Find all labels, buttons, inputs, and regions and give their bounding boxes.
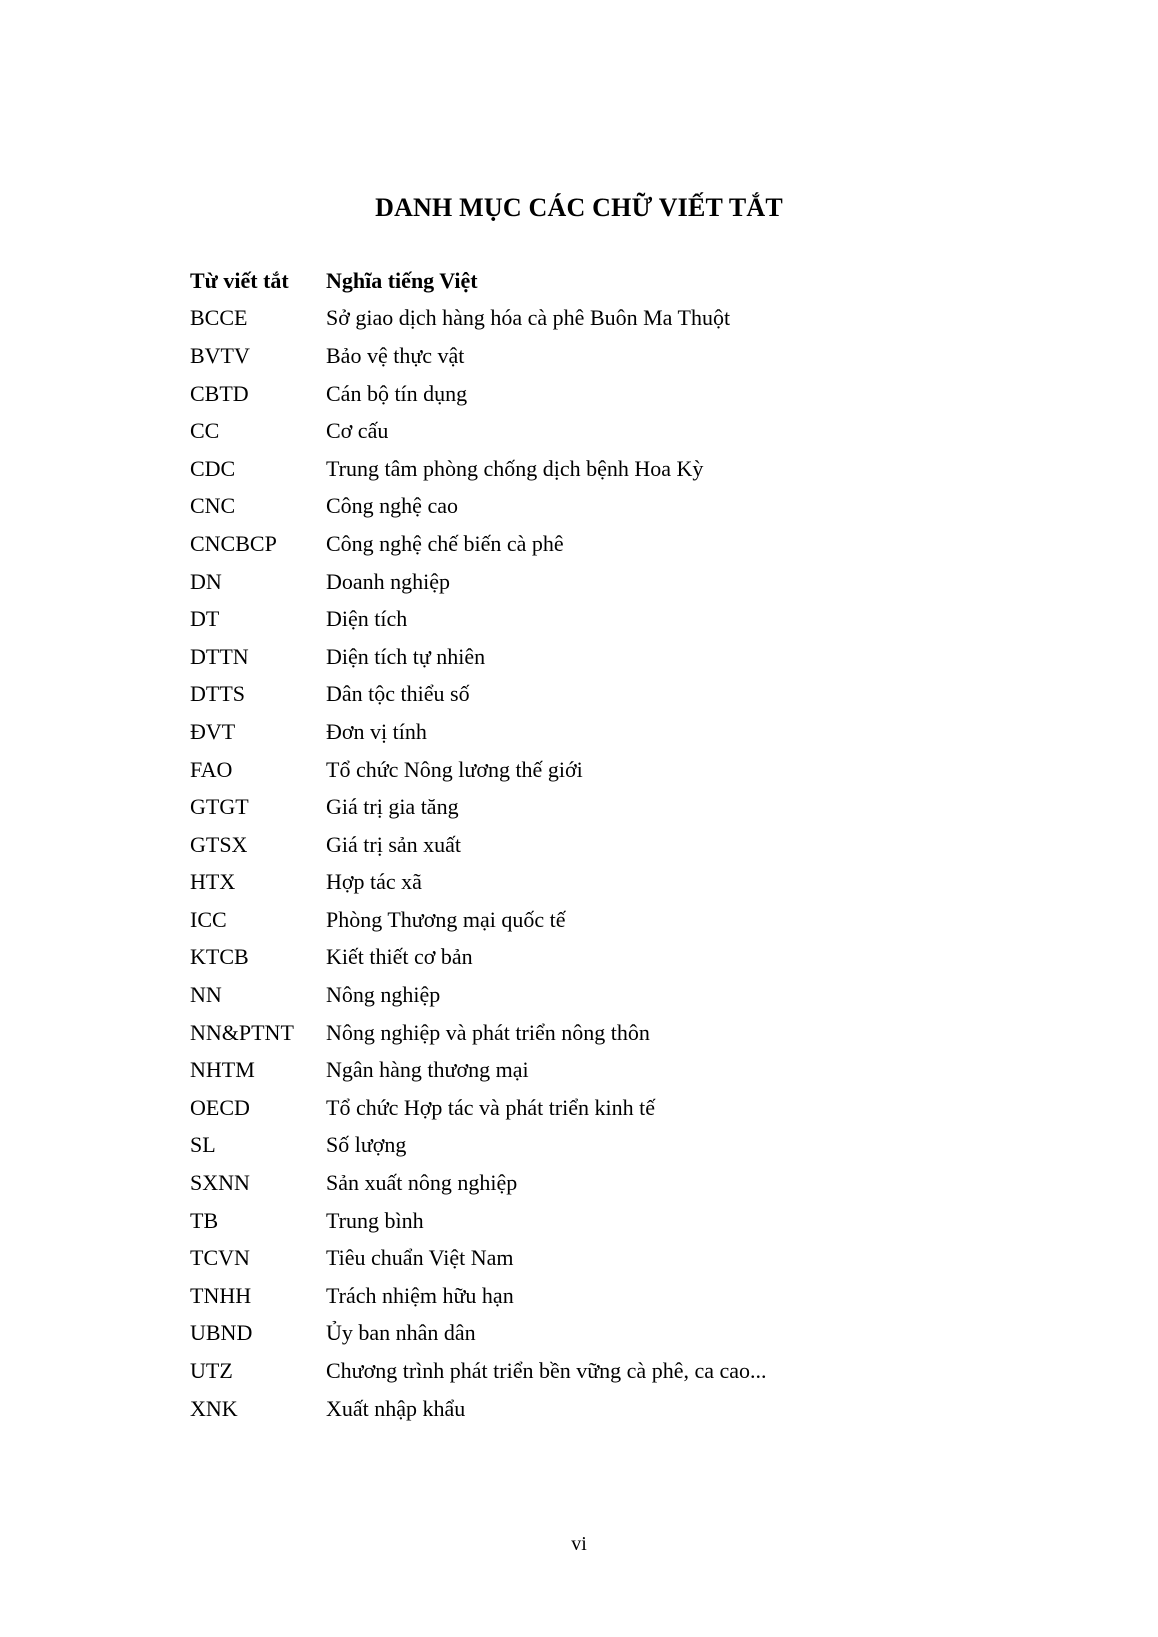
meaning-cell: Tiêu chuẩn Việt Nam bbox=[326, 1245, 514, 1271]
table-row bbox=[190, 1051, 990, 1089]
meaning-cell: Giá trị sản xuất bbox=[326, 831, 462, 857]
table-row bbox=[190, 1089, 990, 1127]
meaning-cell: Tổ chức Nông lương thế giới bbox=[326, 756, 583, 782]
table-body bbox=[190, 300, 990, 1428]
meaning-cell: Kiết thiết cơ bản bbox=[326, 944, 473, 970]
abbreviation-cell: CBTD bbox=[190, 380, 249, 406]
meaning-cell: Ngân hàng thương mại bbox=[326, 1057, 529, 1083]
abbreviation-cell: BVTV bbox=[190, 342, 250, 368]
header-meaning: Nghĩa tiếng Việt bbox=[326, 267, 478, 293]
meaning-cell: Cơ cấu bbox=[326, 418, 389, 444]
meaning-cell: Công nghệ cao bbox=[326, 493, 458, 519]
table-row bbox=[190, 1315, 990, 1353]
abbreviation-cell: UTZ bbox=[190, 1358, 233, 1384]
meaning-cell: Đơn vị tính bbox=[326, 718, 427, 744]
table-row bbox=[190, 1202, 990, 1240]
table-row bbox=[190, 412, 990, 450]
table-row bbox=[190, 939, 990, 977]
table-row bbox=[190, 337, 990, 375]
table-row bbox=[190, 563, 990, 601]
abbreviation-cell: CDC bbox=[190, 455, 236, 481]
table-row bbox=[190, 1014, 990, 1052]
abbreviation-cell: NN&PTNT bbox=[190, 1019, 294, 1045]
table-row bbox=[190, 1239, 990, 1277]
table-row bbox=[190, 525, 990, 563]
table-row bbox=[190, 1127, 990, 1165]
table-row bbox=[190, 375, 990, 413]
abbreviation-cell: OECD bbox=[190, 1094, 250, 1120]
meaning-cell: Hợp tác xã bbox=[326, 869, 422, 895]
table-row bbox=[190, 751, 990, 789]
meaning-cell: Số lượng bbox=[326, 1132, 407, 1158]
table-row bbox=[190, 901, 990, 939]
abbreviation-cell: BCCE bbox=[190, 305, 248, 331]
meaning-cell: Sở giao dịch hàng hóa cà phê Buôn Ma Thuột bbox=[326, 305, 731, 331]
meaning-cell: Diện tích tự nhiên bbox=[326, 643, 486, 669]
abbreviation-cell: CNC bbox=[190, 493, 236, 519]
abbreviation-cell: UBND bbox=[190, 1320, 253, 1346]
table-row bbox=[190, 826, 990, 864]
abbreviation-table bbox=[190, 262, 990, 1427]
abbreviation-cell: SXNN bbox=[190, 1170, 250, 1196]
table-row bbox=[190, 600, 990, 638]
abbreviation-cell: SL bbox=[190, 1132, 216, 1158]
meaning-cell: Trung bình bbox=[326, 1207, 424, 1233]
table-row bbox=[190, 1277, 990, 1315]
abbreviation-cell: ĐVT bbox=[190, 718, 236, 744]
abbreviation-cell: DTTS bbox=[190, 681, 245, 707]
abbreviation-cell: DN bbox=[190, 568, 222, 594]
table-row bbox=[190, 713, 990, 751]
meaning-cell: Diện tích bbox=[326, 606, 408, 632]
meaning-cell: Công nghệ chế biến cà phê bbox=[326, 530, 564, 556]
abbreviation-cell: GTSX bbox=[190, 831, 248, 857]
page-number: vi bbox=[571, 1533, 587, 1555]
meaning-cell: Bảo vệ thực vật bbox=[326, 342, 465, 368]
table-row bbox=[190, 976, 990, 1014]
abbreviation-cell: TB bbox=[190, 1207, 219, 1233]
abbreviation-cell: DT bbox=[190, 606, 220, 632]
abbreviation-cell: ICC bbox=[190, 906, 227, 932]
meaning-cell: Tổ chức Hợp tác và phát triển kinh tế bbox=[326, 1094, 656, 1120]
abbreviation-cell: TNHH bbox=[190, 1282, 252, 1308]
abbreviation-cell: NN bbox=[190, 982, 222, 1008]
meaning-cell: Giá trị gia tăng bbox=[326, 794, 459, 820]
table-row bbox=[190, 450, 990, 488]
meaning-cell: Nông nghiệp và phát triển nông thôn bbox=[326, 1019, 650, 1045]
meaning-cell: Chương trình phát triển bền vững cà phê, ca cao... bbox=[326, 1358, 767, 1384]
table-row bbox=[190, 1390, 990, 1428]
page-title: DANH MỤC CÁC CHỮ VIẾT TẮT bbox=[375, 193, 783, 222]
meaning-cell: Nông nghiệp bbox=[326, 982, 441, 1008]
meaning-cell: Phòng Thương mại quốc tế bbox=[326, 906, 566, 932]
meaning-cell: Cán bộ tín dụng bbox=[326, 380, 468, 406]
abbreviation-cell: HTX bbox=[190, 869, 236, 895]
abbreviation-cell: XNK bbox=[190, 1395, 238, 1421]
header-abbreviation: Từ viết tắt bbox=[190, 267, 289, 293]
meaning-cell: Xuất nhập khẩu bbox=[326, 1395, 466, 1421]
table-row bbox=[190, 488, 990, 526]
meaning-cell: Trách nhiệm hữu hạn bbox=[326, 1282, 514, 1308]
table-row bbox=[190, 1164, 990, 1202]
meaning-cell: Sản xuất nông nghiệp bbox=[326, 1170, 518, 1196]
abbreviation-cell: CC bbox=[190, 418, 220, 444]
abbreviation-cell: NHTM bbox=[190, 1057, 255, 1083]
abbreviation-cell: TCVN bbox=[190, 1245, 250, 1271]
meaning-cell: Dân tộc thiểu số bbox=[326, 681, 470, 707]
abbreviation-cell: KTCB bbox=[190, 944, 249, 970]
abbreviation-cell: CNCBCP bbox=[190, 530, 277, 556]
table-row bbox=[190, 300, 990, 338]
meaning-cell: Doanh nghiệp bbox=[326, 568, 451, 594]
table-header-row bbox=[190, 262, 990, 300]
abbreviation-cell: FAO bbox=[190, 756, 233, 782]
abbreviation-cell: GTGT bbox=[190, 794, 249, 820]
meaning-cell: Ủy ban nhân dân bbox=[326, 1320, 476, 1346]
table-row bbox=[190, 638, 990, 676]
abbreviation-cell: DTTN bbox=[190, 643, 249, 669]
table-row bbox=[190, 864, 990, 902]
table-row bbox=[190, 1352, 990, 1390]
table-row bbox=[190, 676, 990, 714]
table-row bbox=[190, 788, 990, 826]
meaning-cell: Trung tâm phòng chống dịch bệnh Hoa Kỳ bbox=[326, 455, 704, 481]
